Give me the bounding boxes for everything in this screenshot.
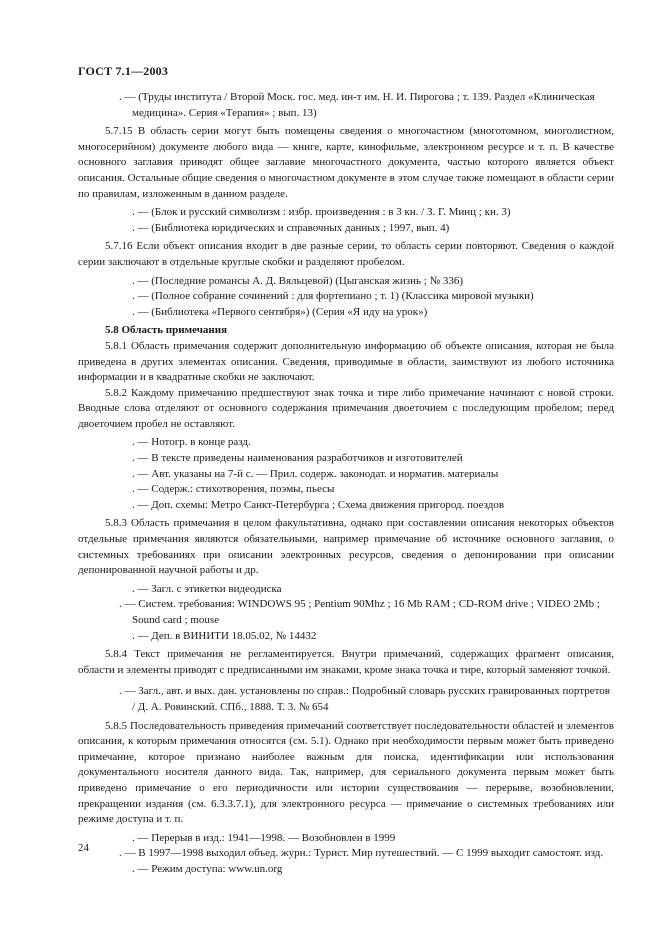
paragraph-5-8-5: 5.8.5 Последовательность приведения примечаний соответствует последовательности областей и элементов описания, к которым примечания относятся (см. 5.1). Однако при необходимости первым может быть приведено примечание, которое признано наиболее важным для поиска, идентификации или использования документального носителя данного вида. Так, например, для сериального документа первым может быть приведено примечание о его периодичности или истории существования — перерыве, возобновлении, прекращении издания (см. 6.3.3.7.1), для электронного ресурса — примечание о системных требованиях или режиме доступа и т. п. xyxy=(78,719,614,826)
page-header: ГОСТ 7.1—2003 xyxy=(78,64,169,78)
section-heading-5-8: 5.8 Область примечания xyxy=(105,324,228,337)
example-line: . — В тексте приведены наименования разработчиков и изготовителей xyxy=(132,452,463,465)
example-line: . — В 1997—1998 выходил объед. журн.: Турист. Мир путешествий. — С 1999 выходит самостоят. изд. xyxy=(119,847,604,860)
example-line: . — (Последние романсы А. Д. Вяльцевой) (Цыганская жизнь ; № 336) xyxy=(132,274,463,287)
example-line: . — Содерж.: стихотворения, поэмы, пьесы xyxy=(132,483,335,496)
example-line: . — (Библиотека «Первого сентября») (Серия «Я иду на урок») xyxy=(132,305,428,318)
paragraph-5-7-15: 5.7.15 В область серии могут быть помещены сведения о многочастном (многотомном, многолистном, многосерийном) документе любого вида — книге, карте, кинофильме, электронном ресурсе и т. п. В качестве основного заглавия приводят общее заглавие многочастного документа, частью которого является объект описания. Остальные общие сведения о многочастном документе в этом случае также помещают в области серии по правилам, изложенным в данном разделе. xyxy=(78,125,614,200)
example-line: . — Авт. указаны на 7-й с. — Прил. содерж. законодат. и норматив. материалы xyxy=(132,467,499,480)
example-line: . — Деп. в ВИНИТИ 18.05.02, № 14432 xyxy=(132,629,317,642)
paragraph-5-8-3: 5.8.3 Область примечания в целом факультативна, однако при составлении описания некоторых объектов отдельные примечания являются обязательными, например примечание об источнике основного заглавия, о системных требованиях при описании электронных ресурсов, сведения о депонировании при описании депонированной научной работы и др. xyxy=(78,517,614,577)
example-line: . — (Библиотека юридических и справочных данных ; 1997, вып. 4) xyxy=(132,221,450,234)
example-line: . — Загл., авт. и вых. дан. установлены по справ.: Подробный словарь русских гравированных портретов / Д. А. Ровинский. СПб., 1888. Т. 3. № 654 xyxy=(119,685,610,713)
page-number: 24 xyxy=(78,842,89,854)
paragraph-5-8-4: 5.8.4 Текст примечания не регламентируется. Внутри примечаний, содержащих фрагмент описания, области и элементы приводят с предписанными им знаками, кроме знака точка и тире, который заменяют точкой. xyxy=(78,648,614,676)
paragraph-5-8-1: 5.8.1 Область примечания содержит дополнительную информацию об объекте описания, которая не была приведена в других элементах описания. Сведения, приводимые в области, заимствуют из любого источника информации и в квадратные скобки не заключают. xyxy=(78,339,614,384)
example-series-note: . — (Труды института / Второй Моск. гос. мед. ин-т им. Н. И. Пирогова ; т. 139. Раздел «Клиническая медицина». Серия «Терапия» ; вып. 13) xyxy=(119,91,595,119)
example-line: . — Систем. требования: WINDOWS 95 ; Pentium 90Mhz ; 16 Mb RAM ; CD-ROM drive ; VIDEO 2Mb ; Sound card ; mouse xyxy=(119,598,600,626)
example-line: . — Доп. схемы: Метро Санкт-Петербурга ; Схема движения пригород. поездов xyxy=(132,498,505,511)
example-line: . — Режим доступа: www.un.org xyxy=(132,862,283,875)
example-line: . — (Блок и русский символизм : избр. произведения : в 3 кн. / З. Г. Минц ; кн. 3) xyxy=(132,206,511,219)
example-line: . — (Полное собрание сочинений : для фортепиано ; т. 1) (Классика мировой музыки) xyxy=(132,290,534,303)
example-line: . — Нотогр. в конце разд. xyxy=(132,436,251,449)
paragraph-5-7-16: 5.7.16 Если объект описания входит в две разные серии, то область серии повторяют. Сведения о каждой серии заключают в отдельные круглые скобки и разделяют пробелом. xyxy=(78,240,614,268)
example-line: . — Загл. с этикетки видеодиска xyxy=(132,582,282,595)
paragraph-5-8-2: 5.8.2 Каждому примечанию предшествуют знак точка и тире либо примечание начинают с новой строки. Вводные слова отделяют от основного содержания примечания двоеточием с последующим пробелом; перед двоеточием пробел не оставляют. xyxy=(78,386,614,430)
example-line: . — Перерыв в изд.: 1941—1998. — Возобновлен в 1999 xyxy=(132,831,396,844)
page-body xyxy=(78,90,614,878)
